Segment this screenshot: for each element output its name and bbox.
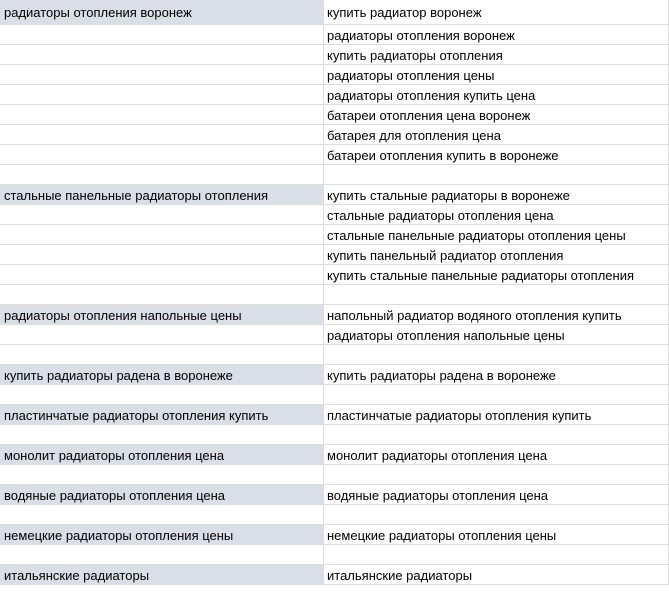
table-row xyxy=(0,545,669,565)
cell-column-b[interactable]: купить стальные панельные радиаторы отопления xyxy=(324,265,669,285)
table-row xyxy=(0,85,669,105)
cell-column-a[interactable]: стальные панельные радиаторы отопления xyxy=(0,185,324,205)
cell-column-a[interactable]: итальянские радиаторы xyxy=(0,565,324,585)
cell-column-a[interactable] xyxy=(0,165,324,185)
table-row xyxy=(0,385,669,405)
table-row xyxy=(0,185,669,205)
table-row xyxy=(0,145,669,165)
cell-column-b[interactable]: монолит радиаторы отопления цена xyxy=(324,445,669,465)
cell-column-a[interactable] xyxy=(0,285,324,305)
cell-column-b[interactable]: водяные радиаторы отопления цена xyxy=(324,485,669,505)
cell-column-a[interactable] xyxy=(0,325,324,345)
cell-column-b[interactable] xyxy=(324,425,669,445)
table-row xyxy=(0,465,669,485)
cell-column-b[interactable]: купить радиатор воронеж xyxy=(324,0,669,25)
table-row xyxy=(0,305,669,325)
table-row xyxy=(0,65,669,85)
table-row xyxy=(0,505,669,525)
cell-column-b[interactable]: немецкие радиаторы отопления цены xyxy=(324,525,669,545)
cell-column-a[interactable] xyxy=(0,125,324,145)
cell-column-b[interactable]: купить стальные радиаторы в воронеже xyxy=(324,185,669,205)
cell-column-a[interactable] xyxy=(0,425,324,445)
table-row xyxy=(0,265,669,285)
cell-column-b[interactable]: батареи отопления цена воронеж xyxy=(324,105,669,125)
table-row xyxy=(0,205,669,225)
cell-column-b[interactable]: стальные панельные радиаторы отопления цены xyxy=(324,225,669,245)
cell-column-a[interactable] xyxy=(0,345,324,365)
cell-column-a[interactable]: радиаторы отопления напольные цены xyxy=(0,305,324,325)
cell-column-b[interactable]: купить панельный радиатор отопления xyxy=(324,245,669,265)
cell-column-a[interactable] xyxy=(0,85,324,105)
cell-column-a[interactable] xyxy=(0,205,324,225)
cell-column-b[interactable]: радиаторы отопления воронеж xyxy=(324,25,669,45)
cell-column-a[interactable]: немецкие радиаторы отопления цены xyxy=(0,525,324,545)
cell-column-a[interactable]: монолит радиаторы отопления цена xyxy=(0,445,324,465)
cell-column-a[interactable] xyxy=(0,265,324,285)
table-row xyxy=(0,225,669,245)
table-row xyxy=(0,285,669,305)
cell-column-a[interactable] xyxy=(0,25,324,45)
cell-column-b[interactable] xyxy=(324,545,669,565)
table-row xyxy=(0,325,669,345)
cell-column-b[interactable]: батарея для отопления цена xyxy=(324,125,669,145)
table-row xyxy=(0,105,669,125)
cell-column-b[interactable]: батареи отопления купить в воронеже xyxy=(324,145,669,165)
cell-column-a[interactable] xyxy=(0,245,324,265)
cell-column-a[interactable] xyxy=(0,385,324,405)
table-row xyxy=(0,445,669,465)
cell-column-b[interactable]: радиаторы отопления напольные цены xyxy=(324,325,669,345)
cell-column-b[interactable]: радиаторы отопления цены xyxy=(324,65,669,85)
table-row xyxy=(0,125,669,145)
cell-column-a[interactable] xyxy=(0,545,324,565)
table-row xyxy=(0,165,669,185)
cell-column-a[interactable]: водяные радиаторы отопления цена xyxy=(0,485,324,505)
cell-column-a[interactable] xyxy=(0,465,324,485)
cell-column-b[interactable] xyxy=(324,385,669,405)
cell-column-b[interactable]: пластинчатые радиаторы отопления купить xyxy=(324,405,669,425)
cell-column-b[interactable]: напольный радиатор водяного отопления купить xyxy=(324,305,669,325)
cell-column-a[interactable]: купить радиаторы радена в воронеже xyxy=(0,365,324,385)
cell-column-b[interactable]: купить радиаторы радена в воронеже xyxy=(324,365,669,385)
table-row xyxy=(0,45,669,65)
cell-column-a[interactable] xyxy=(0,65,324,85)
cell-column-a[interactable]: радиаторы отопления воронеж xyxy=(0,0,324,25)
cell-column-b[interactable]: итальянские радиаторы xyxy=(324,565,669,585)
table-row xyxy=(0,0,669,25)
table-row xyxy=(0,425,669,445)
cell-column-b[interactable]: стальные радиаторы отопления цена xyxy=(324,205,669,225)
cell-column-a[interactable] xyxy=(0,505,324,525)
table-row xyxy=(0,245,669,265)
cell-column-b[interactable]: радиаторы отопления купить цена xyxy=(324,85,669,105)
cell-column-b[interactable] xyxy=(324,465,669,485)
cell-column-b[interactable] xyxy=(324,285,669,305)
cell-column-a[interactable]: пластинчатые радиаторы отопления купить xyxy=(0,405,324,425)
table-row xyxy=(0,365,669,385)
cell-column-a[interactable] xyxy=(0,45,324,65)
cell-column-a[interactable] xyxy=(0,105,324,125)
cell-column-b[interactable] xyxy=(324,165,669,185)
cell-column-a[interactable] xyxy=(0,145,324,165)
cell-column-b[interactable] xyxy=(324,505,669,525)
table-row xyxy=(0,485,669,505)
table-row xyxy=(0,345,669,365)
table-row xyxy=(0,565,669,585)
table-row xyxy=(0,525,669,545)
cell-column-b[interactable] xyxy=(324,345,669,365)
cell-column-a[interactable] xyxy=(0,225,324,245)
table-row xyxy=(0,405,669,425)
cell-column-b[interactable]: купить радиаторы отопления xyxy=(324,45,669,65)
table-row xyxy=(0,25,669,45)
